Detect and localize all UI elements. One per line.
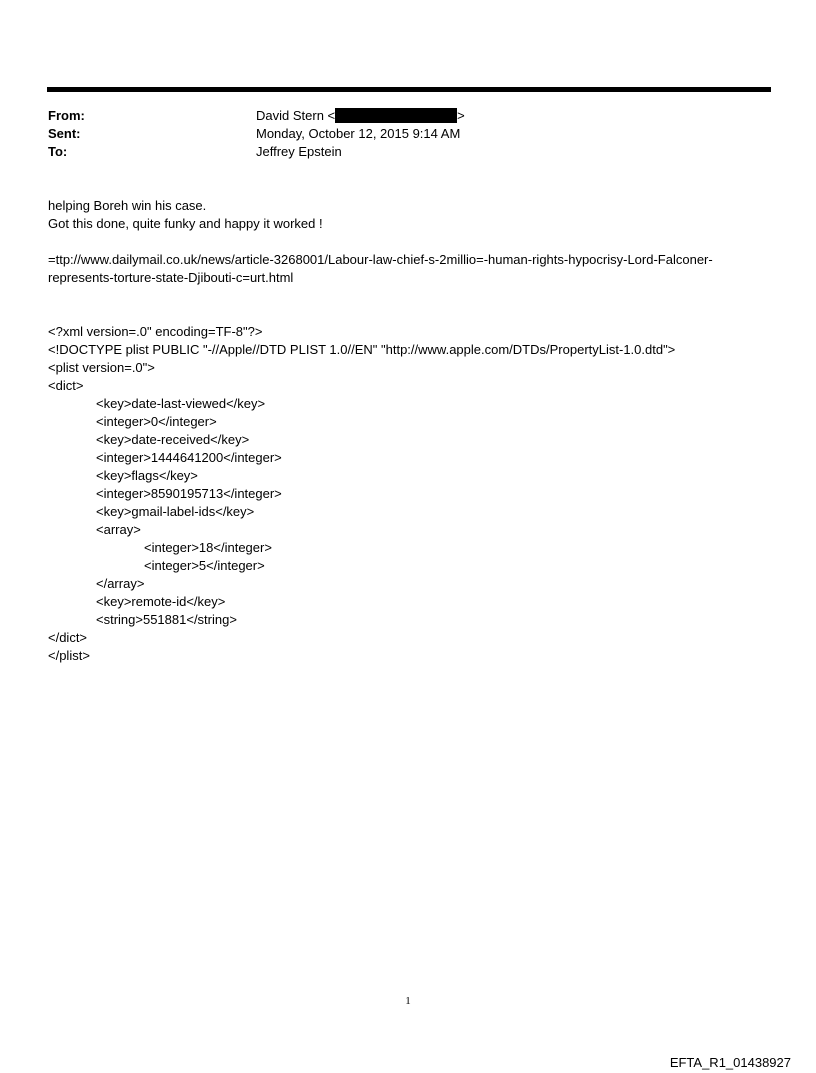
dict-open: <dict>: [48, 378, 84, 393]
to-value: Jeffrey Epstein: [256, 144, 342, 159]
redaction-box: [335, 108, 457, 123]
plist-entry: <key>flags</key>: [96, 468, 198, 483]
xml-declaration: <?xml version=.0" encoding=TF-8"?>: [48, 324, 263, 339]
plist-entry: <key>gmail-label-ids</key>: [96, 504, 255, 519]
plist-close: </plist>: [48, 648, 90, 663]
plist-entry: <integer>0</integer>: [96, 414, 217, 429]
plist-entry: <integer>8590195713</integer>: [96, 486, 282, 501]
array-item: <integer>18</integer>: [144, 540, 272, 555]
article-url-line: =ttp://www.dailymail.co.uk/news/article-3268001/Labour-law-chief-s-2millio=-human-rights-hypocrisy-Lord-Falconer-: [48, 252, 713, 267]
article-url-line: represents-torture-state-Djibouti-c=urt.html: [48, 270, 294, 285]
from-value: [256, 107, 465, 125]
plist-entry: <key>date-last-viewed</key>: [96, 396, 266, 411]
dict-close: </dict>: [48, 630, 88, 645]
plist-entry: <integer>1444641200</integer>: [96, 450, 282, 465]
body-line: Got this done, quite funky and happy it worked !: [48, 216, 323, 231]
sent-label: Sent:: [48, 126, 81, 141]
page-number: 1: [405, 995, 411, 1007]
body-line: helping Boreh win his case.: [48, 198, 207, 213]
plist-entry: <array>: [96, 522, 141, 537]
to-label: To:: [48, 144, 68, 159]
plist-entry: <key>remote-id</key>: [96, 594, 226, 609]
plist-entry: <string>551881</string>: [96, 612, 237, 627]
email-body: [48, 197, 778, 665]
plist-open: <plist version=.0">: [48, 360, 155, 375]
array-item: <integer>5</integer>: [144, 558, 265, 573]
from-label: From:: [48, 108, 85, 123]
doctype-line: <!DOCTYPE plist PUBLIC "-//Apple//DTD PLIST 1.0//EN" "http://www.apple.com/DTDs/PropertyList-1.0.dtd">: [48, 342, 676, 357]
sender-name: David Stern <: [256, 108, 336, 123]
plist-entry: </array>: [96, 576, 145, 591]
header-rule: [47, 87, 771, 92]
document-id: EFTA_R1_01438927: [669, 1055, 791, 1070]
sender-bracket: >: [457, 108, 465, 123]
sent-value: Monday, October 12, 2015 9:14 AM: [256, 126, 461, 141]
plist-entry: <key>date-received</key>: [96, 432, 250, 447]
